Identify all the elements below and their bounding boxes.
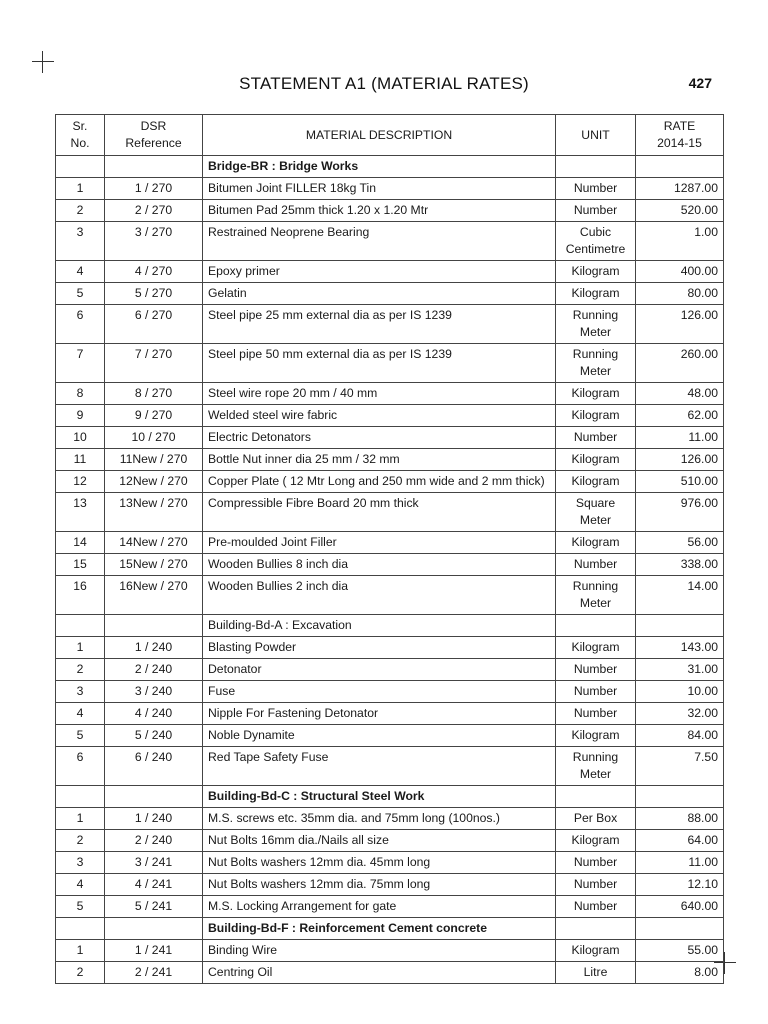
table-header-row: [56, 115, 724, 156]
sr-no-cell: 13: [56, 493, 105, 532]
table-row: [56, 681, 724, 703]
rate-cell: 84.00: [636, 725, 724, 747]
dsr-reference-cell: 2 / 270: [105, 200, 203, 222]
sr-no-cell: 2: [56, 200, 105, 222]
sr-no-cell: [56, 615, 105, 637]
unit-cell: Kilogram: [556, 405, 636, 427]
registration-mark-top-left: [32, 51, 54, 73]
material-description-cell: Detonator: [203, 659, 556, 681]
dsr-reference-cell: [105, 156, 203, 178]
material-description-cell: M.S. Locking Arrangement for gate: [203, 896, 556, 918]
rate-cell: 1287.00: [636, 178, 724, 200]
material-description-cell: Nut Bolts washers 12mm dia. 75mm long: [203, 874, 556, 896]
dsr-reference-cell: [105, 786, 203, 808]
unit-cell: Square Meter: [556, 493, 636, 532]
section-header-row: [56, 786, 724, 808]
unit-cell: Per Box: [556, 808, 636, 830]
unit-cell: Number: [556, 659, 636, 681]
table-row: [56, 576, 724, 615]
table-row: [56, 896, 724, 918]
unit-cell: [556, 786, 636, 808]
rate-cell: 1.00: [636, 222, 724, 261]
table-row: [56, 659, 724, 681]
sr-no-cell: 5: [56, 896, 105, 918]
sr-no-cell: 16: [56, 576, 105, 615]
rate-cell: 510.00: [636, 471, 724, 493]
unit-cell: [556, 918, 636, 940]
table-row: [56, 830, 724, 852]
unit-cell: Kilogram: [556, 283, 636, 305]
sr-no-cell: 10: [56, 427, 105, 449]
sr-no-cell: 5: [56, 725, 105, 747]
table-row: [56, 532, 724, 554]
unit-cell: Kilogram: [556, 637, 636, 659]
dsr-reference-cell: 16New / 270: [105, 576, 203, 615]
rate-cell: 143.00: [636, 637, 724, 659]
rate-cell: 126.00: [636, 449, 724, 471]
table-row: [56, 940, 724, 962]
header-sr-no: Sr. No.: [56, 115, 105, 156]
table-row: [56, 405, 724, 427]
sr-no-cell: [56, 786, 105, 808]
dsr-reference-cell: 3 / 241: [105, 852, 203, 874]
sr-no-cell: 6: [56, 305, 105, 344]
dsr-reference-cell: 14New / 270: [105, 532, 203, 554]
dsr-reference-cell: 13New / 270: [105, 493, 203, 532]
dsr-reference-cell: 2 / 240: [105, 659, 203, 681]
sr-no-cell: 2: [56, 659, 105, 681]
table-row: [56, 471, 724, 493]
unit-cell: Cubic Centimetre: [556, 222, 636, 261]
table-row: [56, 283, 724, 305]
table-row: [56, 808, 724, 830]
unit-cell: Number: [556, 554, 636, 576]
unit-cell: Kilogram: [556, 532, 636, 554]
material-description-cell: Nut Bolts 16mm dia./Nails all size: [203, 830, 556, 852]
material-description-cell: Welded steel wire fabric: [203, 405, 556, 427]
unit-cell: Number: [556, 703, 636, 725]
material-description-cell: Steel pipe 50 mm external dia as per IS 1239: [203, 344, 556, 383]
unit-cell: Kilogram: [556, 940, 636, 962]
rate-cell: 48.00: [636, 383, 724, 405]
material-description-cell: Blasting Powder: [203, 637, 556, 659]
material-description-cell: Wooden Bullies 8 inch dia: [203, 554, 556, 576]
table-row: [56, 222, 724, 261]
unit-cell: Kilogram: [556, 830, 636, 852]
section-title: Bridge-BR : Bridge Works: [203, 156, 556, 178]
sr-no-cell: 11: [56, 449, 105, 471]
dsr-reference-cell: 5 / 241: [105, 896, 203, 918]
rate-cell: 56.00: [636, 532, 724, 554]
rate-cell: 338.00: [636, 554, 724, 576]
unit-cell: Number: [556, 178, 636, 200]
rate-cell: 7.50: [636, 747, 724, 786]
rate-cell: 8.00: [636, 962, 724, 984]
table-row: [56, 852, 724, 874]
rate-cell: 260.00: [636, 344, 724, 383]
material-description-cell: Bitumen Joint FILLER 18kg Tin: [203, 178, 556, 200]
sr-no-cell: 2: [56, 962, 105, 984]
rate-cell: 520.00: [636, 200, 724, 222]
sr-no-cell: 14: [56, 532, 105, 554]
material-description-cell: Electric Detonators: [203, 427, 556, 449]
rate-cell: 10.00: [636, 681, 724, 703]
rate-cell: [636, 918, 724, 940]
rate-cell: 976.00: [636, 493, 724, 532]
rate-cell: 11.00: [636, 852, 724, 874]
rate-cell: 14.00: [636, 576, 724, 615]
section-title: Building-Bd-A : Excavation: [203, 615, 556, 637]
material-description-cell: Compressible Fibre Board 20 mm thick: [203, 493, 556, 532]
section-header-row: [56, 156, 724, 178]
material-description-cell: Fuse: [203, 681, 556, 703]
material-description-cell: Wooden Bullies 2 inch dia: [203, 576, 556, 615]
dsr-reference-cell: [105, 615, 203, 637]
sr-no-cell: 12: [56, 471, 105, 493]
header-dsr-reference: DSR Reference: [105, 115, 203, 156]
rate-cell: 12.10: [636, 874, 724, 896]
rate-cell: 88.00: [636, 808, 724, 830]
dsr-reference-cell: 12New / 270: [105, 471, 203, 493]
unit-cell: [556, 615, 636, 637]
rate-cell: [636, 156, 724, 178]
table-row: [56, 261, 724, 283]
sr-no-cell: 9: [56, 405, 105, 427]
section-title: Building-Bd-F : Reinforcement Cement concrete: [203, 918, 556, 940]
sr-no-cell: 1: [56, 178, 105, 200]
section-header-row: [56, 918, 724, 940]
material-description-cell: Gelatin: [203, 283, 556, 305]
unit-cell: Running Meter: [556, 747, 636, 786]
material-description-cell: Bottle Nut inner dia 25 mm / 32 mm: [203, 449, 556, 471]
table-row: [56, 725, 724, 747]
dsr-reference-cell: [105, 918, 203, 940]
material-description-cell: Centring Oil: [203, 962, 556, 984]
table-row: [56, 344, 724, 383]
unit-cell: Kilogram: [556, 471, 636, 493]
header-rate: RATE 2014-15: [636, 115, 724, 156]
dsr-reference-cell: 1 / 240: [105, 808, 203, 830]
rate-cell: [636, 615, 724, 637]
dsr-reference-cell: 5 / 240: [105, 725, 203, 747]
sr-no-cell: 8: [56, 383, 105, 405]
page-title: STATEMENT A1 (MATERIAL RATES): [239, 74, 529, 93]
material-description-cell: Copper Plate ( 12 Mtr Long and 250 mm wide and 2 mm thick): [203, 471, 556, 493]
rate-cell: 11.00: [636, 427, 724, 449]
dsr-reference-cell: 8 / 270: [105, 383, 203, 405]
sr-no-cell: 3: [56, 681, 105, 703]
material-description-cell: M.S. screws etc. 35mm dia. and 75mm long (100nos.): [203, 808, 556, 830]
rate-cell: 31.00: [636, 659, 724, 681]
sr-no-cell: [56, 918, 105, 940]
dsr-reference-cell: 3 / 270: [105, 222, 203, 261]
unit-cell: Kilogram: [556, 449, 636, 471]
sr-no-cell: 4: [56, 703, 105, 725]
table-row: [56, 200, 724, 222]
dsr-reference-cell: 9 / 270: [105, 405, 203, 427]
dsr-reference-cell: 2 / 241: [105, 962, 203, 984]
rate-cell: [636, 786, 724, 808]
header-material-description: MATERIAL DESCRIPTION: [203, 115, 556, 156]
unit-cell: Kilogram: [556, 383, 636, 405]
material-description-cell: Steel wire rope 20 mm / 40 mm: [203, 383, 556, 405]
sr-no-cell: 1: [56, 808, 105, 830]
table-row: [56, 383, 724, 405]
table-row: [56, 305, 724, 344]
table-row: [56, 874, 724, 896]
unit-cell: Running Meter: [556, 344, 636, 383]
dsr-reference-cell: 3 / 240: [105, 681, 203, 703]
rate-cell: 640.00: [636, 896, 724, 918]
section-header-row: [56, 615, 724, 637]
dsr-reference-cell: 6 / 240: [105, 747, 203, 786]
table-row: [56, 637, 724, 659]
material-description-cell: Nipple For Fastening Detonator: [203, 703, 556, 725]
material-description-cell: Red Tape Safety Fuse: [203, 747, 556, 786]
dsr-reference-cell: 1 / 241: [105, 940, 203, 962]
dsr-reference-cell: 1 / 270: [105, 178, 203, 200]
rate-cell: 400.00: [636, 261, 724, 283]
sr-no-cell: 2: [56, 830, 105, 852]
material-description-cell: Binding Wire: [203, 940, 556, 962]
section-title: Building-Bd-C : Structural Steel Work: [203, 786, 556, 808]
sr-no-cell: 1: [56, 637, 105, 659]
rate-cell: 64.00: [636, 830, 724, 852]
unit-cell: Number: [556, 427, 636, 449]
dsr-reference-cell: 2 / 240: [105, 830, 203, 852]
material-description-cell: Epoxy primer: [203, 261, 556, 283]
dsr-reference-cell: 5 / 270: [105, 283, 203, 305]
material-rates-table: [55, 114, 724, 984]
sr-no-cell: 15: [56, 554, 105, 576]
dsr-reference-cell: 7 / 270: [105, 344, 203, 383]
sr-no-cell: 5: [56, 283, 105, 305]
table-row: [56, 962, 724, 984]
material-description-cell: Nut Bolts washers 12mm dia. 45mm long: [203, 852, 556, 874]
table-row: [56, 178, 724, 200]
material-description-cell: Pre-moulded Joint Filler: [203, 532, 556, 554]
dsr-reference-cell: 4 / 241: [105, 874, 203, 896]
dsr-reference-cell: 4 / 240: [105, 703, 203, 725]
rate-cell: 126.00: [636, 305, 724, 344]
dsr-reference-cell: 6 / 270: [105, 305, 203, 344]
rate-cell: 62.00: [636, 405, 724, 427]
sr-no-cell: 4: [56, 874, 105, 896]
unit-cell: Kilogram: [556, 725, 636, 747]
header-unit: UNIT: [556, 115, 636, 156]
sr-no-cell: 4: [56, 261, 105, 283]
dsr-reference-cell: 15New / 270: [105, 554, 203, 576]
unit-cell: Number: [556, 852, 636, 874]
unit-cell: Number: [556, 200, 636, 222]
table-row: [56, 427, 724, 449]
table-row: [56, 449, 724, 471]
table-row: [56, 703, 724, 725]
unit-cell: [556, 156, 636, 178]
table-row: [56, 493, 724, 532]
sr-no-cell: 1: [56, 940, 105, 962]
unit-cell: Litre: [556, 962, 636, 984]
rate-cell: 55.00: [636, 940, 724, 962]
dsr-reference-cell: 1 / 240: [105, 637, 203, 659]
dsr-reference-cell: 10 / 270: [105, 427, 203, 449]
page-number: 427: [688, 75, 712, 91]
dsr-reference-cell: 11New / 270: [105, 449, 203, 471]
material-description-cell: Noble Dynamite: [203, 725, 556, 747]
dsr-reference-cell: 4 / 270: [105, 261, 203, 283]
table-row: [56, 554, 724, 576]
table-row: [56, 747, 724, 786]
rate-cell: 80.00: [636, 283, 724, 305]
sr-no-cell: 3: [56, 852, 105, 874]
unit-cell: Number: [556, 874, 636, 896]
unit-cell: Number: [556, 681, 636, 703]
sr-no-cell: 7: [56, 344, 105, 383]
rate-cell: 32.00: [636, 703, 724, 725]
unit-cell: Kilogram: [556, 261, 636, 283]
sr-no-cell: [56, 156, 105, 178]
material-description-cell: Steel pipe 25 mm external dia as per IS 1239: [203, 305, 556, 344]
sr-no-cell: 6: [56, 747, 105, 786]
unit-cell: Running Meter: [556, 576, 636, 615]
unit-cell: Number: [556, 896, 636, 918]
sr-no-cell: 3: [56, 222, 105, 261]
unit-cell: Running Meter: [556, 305, 636, 344]
material-description-cell: Restrained Neoprene Bearing: [203, 222, 556, 261]
material-description-cell: Bitumen Pad 25mm thick 1.20 x 1.20 Mtr: [203, 200, 556, 222]
